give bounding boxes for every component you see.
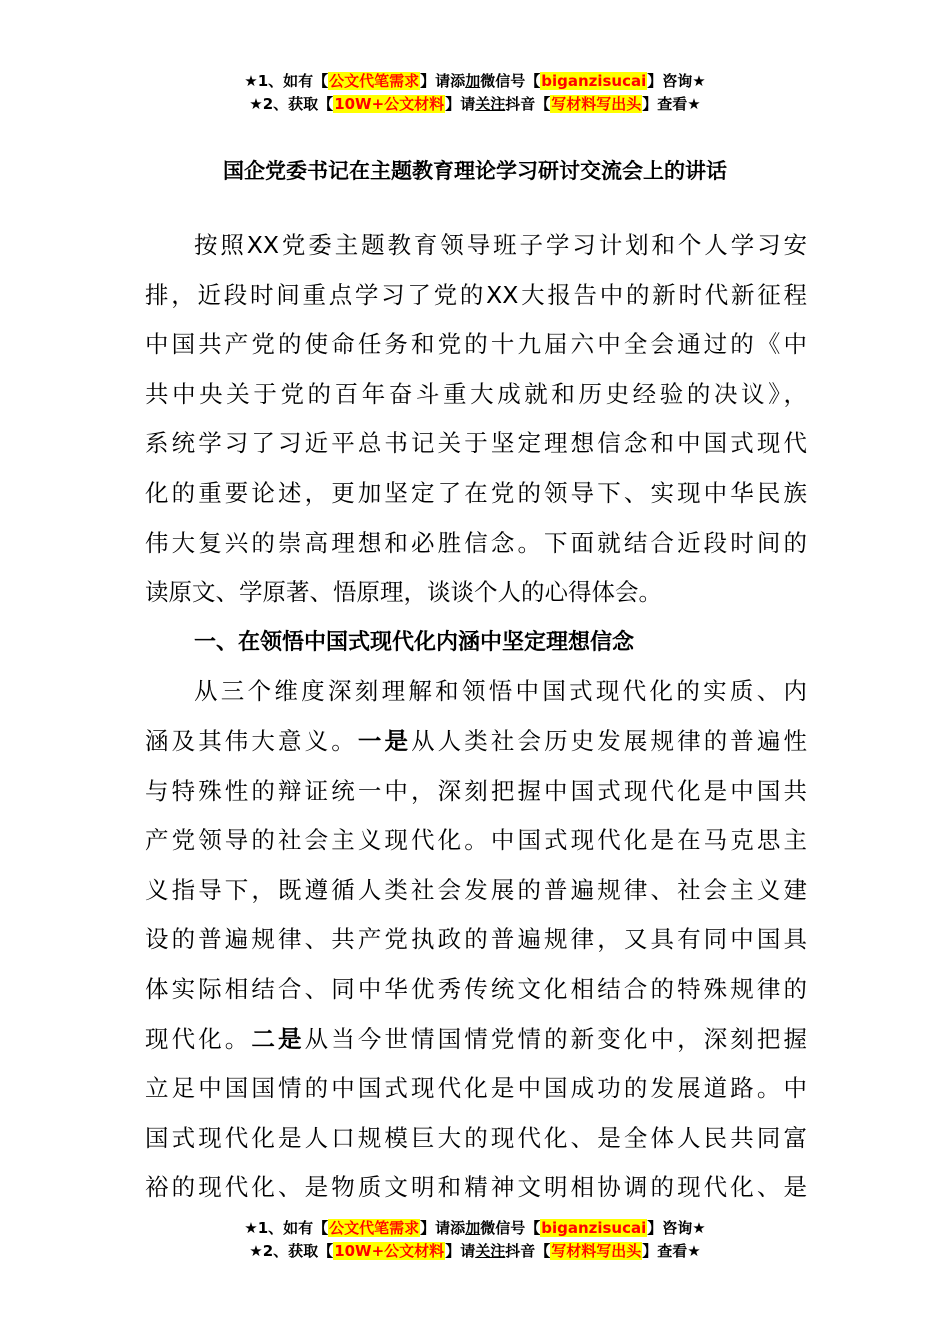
banner-wechat-id: biganzisucai: [541, 72, 647, 90]
paragraph-line: 系统学习了习近平总书记关于坚定理想信念和中国式现代: [145, 429, 807, 458]
text-run: 涵及其伟大意义。: [145, 726, 358, 755]
banner-text: ★2、获取【: [249, 95, 334, 113]
text-run: 现代化。: [145, 1024, 252, 1053]
emphasis-run: 二是: [251, 1024, 305, 1053]
banner-underlined: 关注: [475, 95, 506, 113]
banner-underlined: 加: [465, 72, 481, 90]
banner-text: 抖音【: [505, 95, 551, 113]
banner-underlined: 加: [465, 1219, 481, 1237]
banner-text: 】请添: [420, 72, 466, 90]
text-run: 从当今世情国情党情的新变化中，深刻把握: [304, 1024, 808, 1053]
section-heading: 一、在领悟中国式现代化内涵中坚定理想信念: [194, 629, 635, 655]
banner-text: ★1、如有【: [244, 72, 329, 90]
paragraph-line: [145, 1015, 807, 1065]
paragraph-line: 设的普遍规律、共产党执政的普遍规律，又具有同中国具: [145, 925, 807, 954]
banner-text: 微信号【: [480, 1219, 541, 1237]
paragraph-line: 义指导下，既遵循人类社会发展的普遍规律、社会主义建: [145, 875, 807, 904]
banner-text: 】请: [445, 1242, 476, 1260]
banner-highlight: 公文代笔需求: [329, 1219, 420, 1237]
banner-underlined: 关注: [475, 1242, 506, 1260]
paragraph-line: [145, 717, 807, 767]
document-body: [145, 221, 807, 1213]
paragraph-line: 体实际相结合、同中华优秀传统文化相结合的特殊规律的: [145, 974, 807, 1003]
banner-wechat-id: biganzisucai: [541, 1219, 647, 1237]
paragraph-line: 与特殊性的辩证统一中，深刻把握中国式现代化是中国共: [145, 776, 807, 805]
banner-text: 】查看★: [642, 1242, 701, 1260]
banner-highlight: 公文代笔需求: [329, 72, 420, 90]
paragraph-line: 立足中国国情的中国式现代化是中国成功的发展道路。中: [145, 1074, 807, 1103]
paragraph-line: 按照XX党委主题教育领导班子学习计划和个人学习安: [194, 231, 807, 259]
banner-text: ★2、获取【: [249, 1242, 334, 1260]
paragraph-line: 伟大复兴的崇高理想和必胜信念。下面就结合近段时间的: [145, 528, 807, 557]
banner-text: 微信号【: [480, 72, 541, 90]
bottom-banner: [0, 1217, 950, 1263]
banner-text: 】查看★: [642, 95, 701, 113]
paragraph-line: 从三个维度深刻理解和领悟中国式现代化的实质、内: [194, 677, 807, 706]
paragraph-line: 国式现代化是人口规模巨大的现代化、是全体人民共同富: [145, 1123, 807, 1152]
banner-text: ★1、如有【: [244, 1219, 329, 1237]
banner-highlight: 10W+公文材料: [334, 1242, 445, 1260]
banner-text: 】咨询★: [647, 1219, 706, 1237]
paragraph-line: 读原文、学原著、悟原理，谈谈个人的心得体会。: [145, 578, 662, 607]
paragraph-line: 共中央关于党的百年奋斗重大成就和历史经验的决议》，: [145, 379, 807, 408]
paragraph-line: 产党领导的社会主义现代化。中国式现代化是在马克思主: [145, 826, 807, 855]
paragraph-line: 排，近段时间重点学习了党的XX大报告中的新时代新征程: [145, 280, 807, 309]
banner-text: 】请: [445, 95, 476, 113]
banner-douyin-id: 写材料写出头: [551, 95, 642, 113]
banner-text: 】请添: [420, 1219, 466, 1237]
banner-text: 】咨询★: [647, 72, 706, 90]
banner-highlight: 10W+公文材料: [334, 95, 445, 113]
top-banner: [0, 70, 950, 116]
emphasis-run: 一是: [357, 726, 412, 755]
banner-line-1: [0, 1217, 950, 1240]
banner-line-2: [0, 1240, 950, 1263]
banner-line-2: [0, 93, 950, 116]
text-run: 从人类社会历史发展规律的普遍性: [411, 726, 808, 755]
document-title: 国企党委书记在主题教育理论学习研讨交流会上的讲话: [223, 159, 727, 183]
paragraph-line: 中国共产党的使命任务和党的十九届六中全会通过的《中: [145, 330, 807, 359]
banner-line-1: [0, 70, 950, 93]
paragraph-line: 化的重要论述，更加坚定了在党的领导下、实现中华民族: [145, 478, 807, 507]
banner-text: 抖音【: [505, 1242, 551, 1260]
banner-douyin-id: 写材料写出头: [551, 1242, 642, 1260]
paragraph-line: 裕的现代化、是物质文明和精神文明相协调的现代化、是: [145, 1173, 807, 1202]
